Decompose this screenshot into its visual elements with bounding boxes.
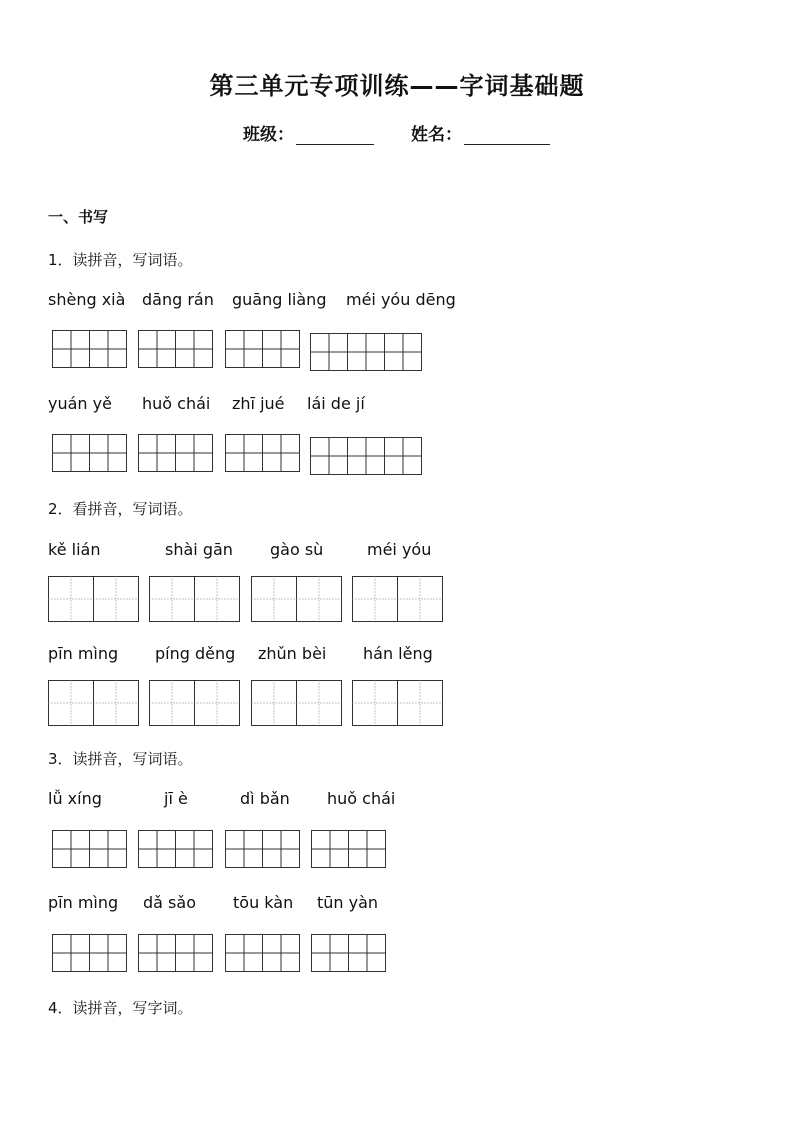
writing-box[interactable] [225,330,300,368]
pinyin-label: huǒ chái [142,394,211,413]
class-input[interactable] [296,126,374,145]
question-2-title: 2．看拼音，写词语。 [48,500,193,518]
writing-box[interactable] [149,576,240,622]
writing-box[interactable] [149,680,240,726]
pinyin-label: lái de jí [307,394,365,413]
pinyin-label: guāng liàng [232,290,327,309]
class-field [243,120,374,145]
writing-box[interactable] [251,576,342,622]
writing-box[interactable] [251,680,342,726]
page-title: 第三单元专项训练——字词基础题 [209,72,585,100]
writing-box[interactable] [52,330,127,368]
writing-box[interactable] [311,830,386,868]
writing-box[interactable] [138,434,213,472]
writing-box[interactable] [48,680,139,726]
pinyin-label: dāng rán [142,290,214,309]
writing-box[interactable] [52,434,127,472]
pinyin-label: huǒ chái [327,789,396,808]
writing-box[interactable] [352,576,443,622]
question-3-title: 3．读拼音，写词语。 [48,750,193,768]
class-label: 班级： [243,125,294,145]
pinyin-label: yuán yě [48,394,112,413]
writing-box[interactable] [52,830,127,868]
writing-box[interactable] [52,934,127,972]
pinyin-label: zhī jué [232,394,285,413]
writing-box[interactable] [225,434,300,472]
writing-box[interactable] [48,576,139,622]
pinyin-label: píng děng [155,644,236,663]
pinyin-label: gào sù [270,540,324,559]
writing-box[interactable] [138,830,213,868]
writing-box[interactable] [225,830,300,868]
pinyin-label: tōu kàn [233,893,294,912]
question-1-title: 1．读拼音，写词语。 [48,251,193,269]
pinyin-label: dì bǎn [240,789,290,808]
writing-box[interactable] [138,330,213,368]
pinyin-label: dǎ sǎo [143,893,196,912]
pinyin-label: méi yóu dēng [346,290,456,309]
name-field [411,120,550,145]
writing-box[interactable] [310,333,422,371]
pinyin-label: kě lián [48,540,101,559]
pinyin-label: méi yóu [367,540,432,559]
pinyin-label: tūn yàn [317,893,379,912]
writing-box[interactable] [352,680,443,726]
writing-box[interactable] [225,934,300,972]
pinyin-label: hán lěng [363,644,433,663]
writing-box[interactable] [138,934,213,972]
pinyin-label: shài gān [165,540,233,559]
name-input[interactable] [464,126,550,145]
name-label: 姓名： [411,125,462,145]
writing-box[interactable] [310,437,422,475]
pinyin-label: pīn mìng [48,644,119,663]
pinyin-label: shèng xià [48,290,126,309]
pinyin-label: pīn mìng [48,893,119,912]
pinyin-label: zhǔn bèi [258,644,327,663]
section-title-writing: 一、书写 [48,208,109,226]
question-4-title: 4．读拼音，写字词。 [48,999,193,1017]
pinyin-label: jī è [164,789,188,808]
pinyin-label: lǚ xíng [48,789,102,808]
writing-box[interactable] [311,934,386,972]
